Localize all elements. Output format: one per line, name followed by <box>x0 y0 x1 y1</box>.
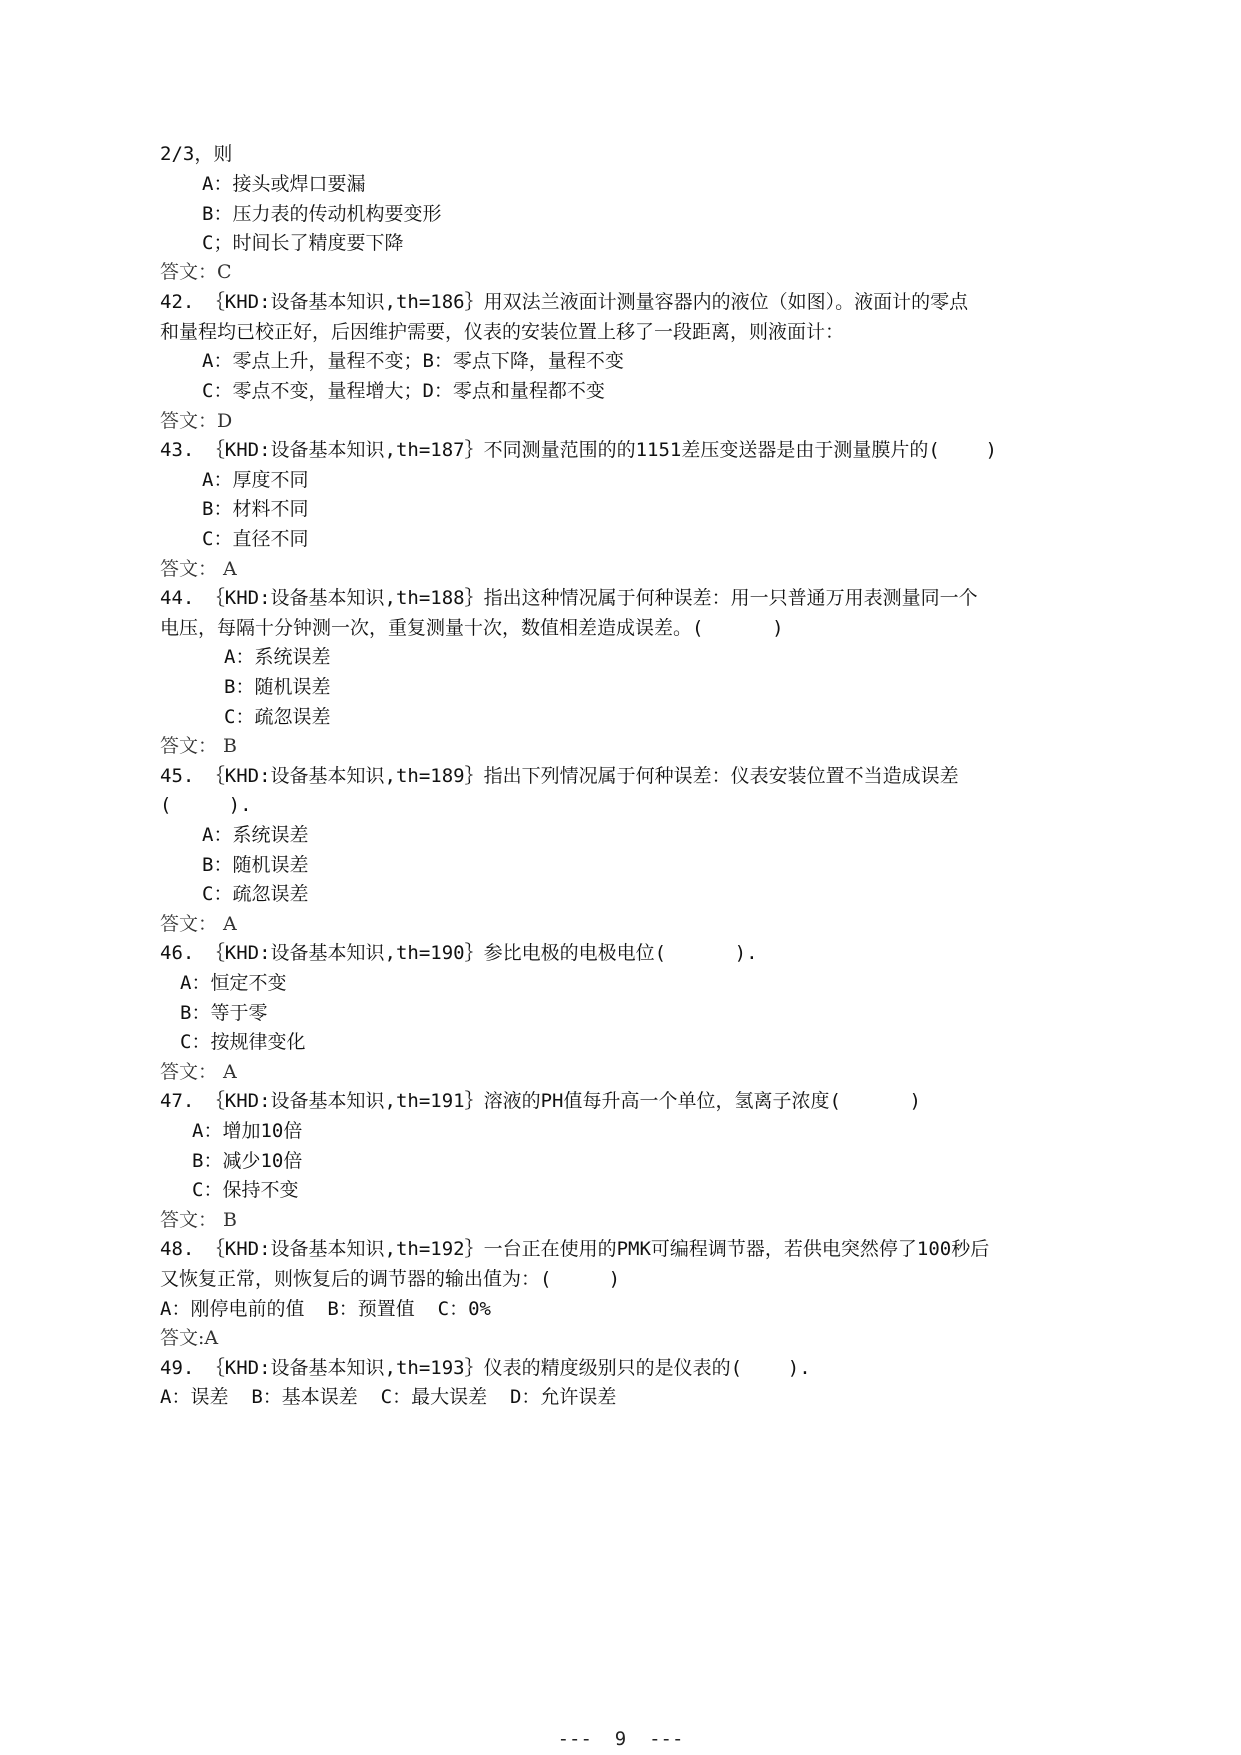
question-line: 48. ｛KHD:设备基本知识,th=192｝一台正在使用的PMK可编程调节器，若供电突然停了100秒后 <box>160 1238 990 1260</box>
option-line: C：直径不同 <box>202 528 309 550</box>
answer-line: 答文： A <box>160 558 237 580</box>
answer-line: 答文： A <box>160 1061 237 1083</box>
question-line: 46. ｛KHD:设备基本知识,th=190｝参比电极的电极电位( ). <box>160 942 758 964</box>
answer-line: 答文：D <box>160 410 233 432</box>
option-line: A：恒定不变 <box>180 972 287 994</box>
answer-line: 答文:A <box>160 1327 219 1349</box>
option-line: A：系统误差 <box>202 824 309 846</box>
option-line: B：随机误差 <box>224 676 331 698</box>
option-line: B：材料不同 <box>202 498 309 520</box>
option-line: B：减少10倍 <box>192 1150 303 1172</box>
option-line: C：疏忽误差 <box>224 706 331 728</box>
option-line: A：增加10倍 <box>192 1120 303 1142</box>
question-line: 49. ｛KHD:设备基本知识,th=193｝仪表的精度级别只的是仪表的( ). <box>160 1357 811 1379</box>
option-line: A：零点上升，量程不变；B：零点下降，量程不变 <box>202 350 624 372</box>
option-line: C；时间长了精度要下降 <box>202 232 404 254</box>
question-line: 47. ｛KHD:设备基本知识,th=191｝溶液的PH值每升高一个单位，氢离子浓度( ) <box>160 1090 921 1112</box>
question-line: ( ). <box>160 794 252 816</box>
option-line: A：系统误差 <box>224 646 331 668</box>
text-line: 2/3，则 <box>160 143 233 165</box>
answer-line: 答文：C <box>160 261 232 283</box>
option-line: A：接头或焊口要漏 <box>202 173 366 195</box>
question-line: 45. ｛KHD:设备基本知识,th=189｝指出下列情况属于何种误差：仪表安装位置不当造成误差 <box>160 765 959 787</box>
option-line: B：压力表的传动机构要变形 <box>202 203 442 225</box>
question-line: 42. ｛KHD:设备基本知识,th=186｝用双法兰液面计测量容器内的液位（如图）。液面计的零点 <box>160 291 969 313</box>
option-line: A：厚度不同 <box>202 469 309 491</box>
option-line: C：按规律变化 <box>180 1031 306 1053</box>
answer-line: 答文： B <box>160 1209 238 1231</box>
page-number: --- 9 --- <box>557 1728 684 1750</box>
option-line: C：零点不变，量程增大；D：零点和量程都不变 <box>202 380 605 402</box>
question-line: 43. ｛KHD:设备基本知识,th=187｝不同测量范围的的1151差压变送器是由于测量膜片的( ) <box>160 439 997 461</box>
question-line: 和量程均已校正好，后因维护需要，仪表的安装位置上移了一段距离，则液面计： <box>160 321 845 343</box>
answer-line: 答文： B <box>160 735 238 757</box>
answer-line: 答文： A <box>160 913 237 935</box>
option-line: B：等于零 <box>180 1002 268 1024</box>
question-line: 又恢复正常，则恢复后的调节器的输出值为：( ) <box>160 1268 621 1290</box>
question-line: 44. ｛KHD:设备基本知识,th=188｝指出这种情况属于何种误差：用一只普通万用表测量同一个 <box>160 587 978 609</box>
option-line: C：保持不变 <box>192 1179 299 1201</box>
option-line: B：随机误差 <box>202 854 309 876</box>
question-line: 电压，每隔十分钟测一次，重复测量十次，数值相差造成误差。( ) <box>160 617 784 639</box>
option-line: C：疏忽误差 <box>202 883 309 905</box>
option-line: A：刚停电前的值 B：预置值 C：0% <box>160 1298 491 1320</box>
option-line: A：误差 B：基本误差 C：最大误差 D：允许误差 <box>160 1386 617 1408</box>
